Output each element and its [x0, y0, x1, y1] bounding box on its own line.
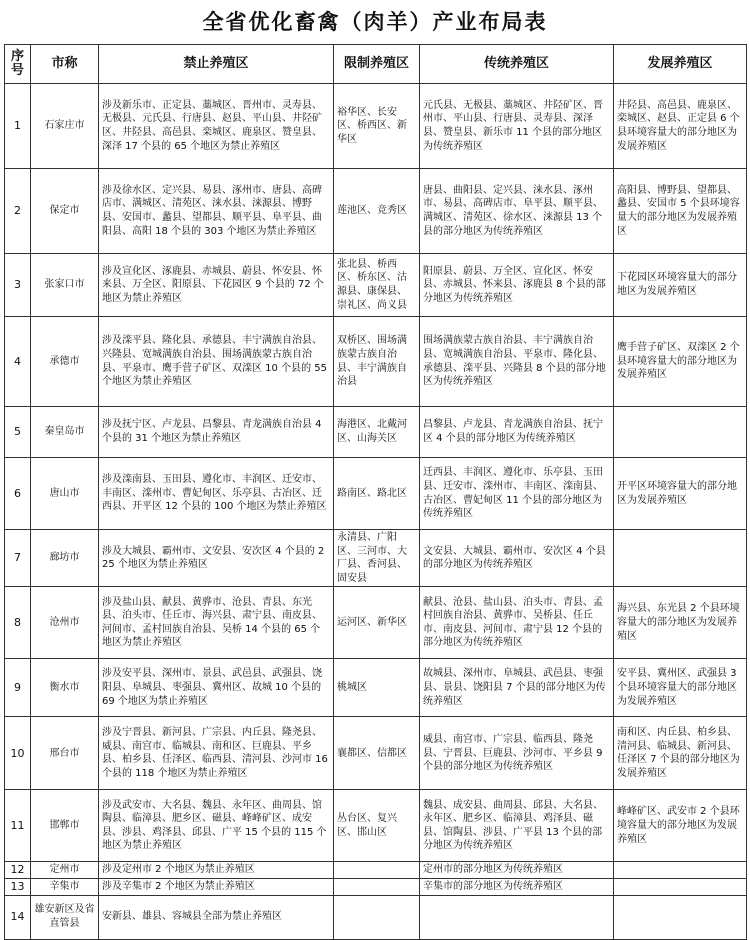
table-row: [5, 169, 747, 254]
row-restricted: 裕华区、长安区、桥西区、新华区: [334, 84, 420, 169]
row-no: 1: [5, 84, 31, 169]
row-development: [614, 407, 747, 458]
row-no: 9: [5, 659, 31, 717]
row-forbidden: 安新县、雄县、容城县全部为禁止养殖区: [99, 895, 334, 939]
row-forbidden: 涉及抚宁区、卢龙县、昌黎县、青龙满族自治县 4 个县的 31 个地区为禁止养殖区: [99, 407, 334, 458]
layout-table: [4, 44, 747, 940]
row-city: 石家庄市: [31, 84, 99, 169]
row-no: 3: [5, 254, 31, 317]
row-city: 邯郸市: [31, 790, 99, 862]
row-restricted: 运河区、新华区: [334, 587, 420, 659]
row-traditional: 阳原县、蔚县、万全区、宣化区、怀安县、赤城县、怀来县、涿鹿县 8 个县的部分地区为传统养殖区: [420, 254, 614, 317]
row-no: 14: [5, 895, 31, 939]
row-traditional: 唐县、曲阳县、定兴县、涞水县、涿州市、易县、高碑店市、阜平县、顺平县、满城区、清苑区、徐水区、涞源县 13 个县的部分地区为传统养殖区: [420, 169, 614, 254]
row-city: 雄安新区及省直管县: [31, 895, 99, 939]
row-restricted: 双桥区、围场满族蒙古族自治县、丰宁满族自治县: [334, 317, 420, 407]
row-no: 6: [5, 458, 31, 530]
row-traditional: 文安县、大城县、霸州市、安次区 4 个县的部分地区为传统养殖区: [420, 530, 614, 587]
row-traditional: 围场满族蒙古族自治县、丰宁满族自治县、宽城满族自治县、平泉市、隆化县、承德县、滦平县、兴隆县 8 个县的部分地区为传统养殖区: [420, 317, 614, 407]
table-row: [5, 862, 747, 879]
row-city: 衡水市: [31, 659, 99, 717]
row-no: 12: [5, 862, 31, 879]
header-development-zone: 发展养殖区: [614, 45, 747, 84]
row-restricted: 永清县、广阳区、三河市、大厂县、香河县、固安县: [334, 530, 420, 587]
row-development: [614, 895, 747, 939]
header-no: 序号: [5, 45, 31, 84]
row-restricted: [334, 862, 420, 879]
row-forbidden: 涉及定州市 2 个地区为禁止养殖区: [99, 862, 334, 879]
row-city: 廊坊市: [31, 530, 99, 587]
row-development: 海兴县、东光县 2 个县环境容量大的部分地区为发展养殖区: [614, 587, 747, 659]
row-forbidden: 涉及盐山县、献县、黄骅市、沧县、青县、东光县、泊头市、任丘市、海兴县、肃宁县、南皮县、河间市、孟村回族自治县、吴桥 14 个县的 65 个地区为禁止养殖区: [99, 587, 334, 659]
table-row: [5, 317, 747, 407]
table-row: [5, 878, 747, 895]
row-restricted: 路南区、路北区: [334, 458, 420, 530]
row-city: 邢台市: [31, 717, 99, 790]
header-restricted-zone: 限制养殖区: [334, 45, 420, 84]
row-forbidden: 涉及徐水区、定兴县、易县、涿州市、唐县、高碑店市、满城区、清苑区、涞水县、涞源县、博野县、安国市、蠡县、望都县、顺平县、阜平县、曲阳县、高阳 18 个县的 303 个地区为禁止养殖区: [99, 169, 334, 254]
row-traditional: 定州市的部分地区为传统养殖区: [420, 862, 614, 879]
row-city: 张家口市: [31, 254, 99, 317]
row-no: 13: [5, 878, 31, 895]
table-row: [5, 458, 747, 530]
row-city: 唐山市: [31, 458, 99, 530]
row-no: 8: [5, 587, 31, 659]
row-development: 安平县、冀州区、武强县 3 个县环境容量大的部分地区为发展养殖区: [614, 659, 747, 717]
row-no: 5: [5, 407, 31, 458]
row-restricted: 襄都区、信都区: [334, 717, 420, 790]
row-traditional: 故城县、深州市、阜城县、武邑县、枣强县、景县、饶阳县 7 个县的部分地区为传统养殖区: [420, 659, 614, 717]
row-no: 10: [5, 717, 31, 790]
row-city: 秦皇岛市: [31, 407, 99, 458]
row-city: 定州市: [31, 862, 99, 879]
page-title: 全省优化畜禽（肉羊）产业布局表: [202, 10, 548, 34]
row-development: 南和区、内丘县、柏乡县、清河县、临城县、新河县、任泽区 7 个县的部分地区为发展养殖区: [614, 717, 747, 790]
row-development: 下花园区环境容量大的部分地区为发展养殖区: [614, 254, 747, 317]
row-traditional: 辛集市的部分地区为传统养殖区: [420, 878, 614, 895]
row-city: 保定市: [31, 169, 99, 254]
row-development: 峰峰矿区、武安市 2 个县环境容量大的部分地区为发展养殖区: [614, 790, 747, 862]
row-no: 11: [5, 790, 31, 862]
row-city: 承德市: [31, 317, 99, 407]
row-restricted: [334, 878, 420, 895]
row-traditional: 迁西县、丰润区、遵化市、乐亭县、玉田县、迁安市、滦州市、丰南区、滦南县、古冶区、曹妃甸区 11 个县的部分地区为传统养殖区: [420, 458, 614, 530]
row-traditional: 元氏县、无极县、藁城区、井陉矿区、晋州市、平山县、行唐县、灵寿县、深泽县、赞皇县、新乐市 11 个县的部分地区为传统养殖区: [420, 84, 614, 169]
row-traditional: 献县、沧县、盐山县、泊头市、青县、孟村回族自治县、黄骅市、吴桥县、任丘市、南皮县、河间市、肃宁县 12 个县的部分地区为传统养殖区: [420, 587, 614, 659]
row-development: 高阳县、博野县、望都县、蠡县、安国市 5 个县环境容量大的部分地区为发展养殖区: [614, 169, 747, 254]
row-forbidden: 涉及宣化区、涿鹿县、赤城县、蔚县、怀安县、怀来县、万全区、阳原县、下花园区 9 个县的 72 个地区为禁止养殖区: [99, 254, 334, 317]
table-row: [5, 84, 747, 169]
row-development: [614, 862, 747, 879]
row-no: 2: [5, 169, 31, 254]
row-forbidden: 涉及滦南县、玉田县、遵化市、丰润区、迁安市、丰南区、滦州市、曹妃甸区、乐亭县、古冶区、迁西县、开平区 12 个县的 100 个地区为禁止养殖区: [99, 458, 334, 530]
row-forbidden: 涉及滦平县、隆化县、承德县、丰宁满族自治县、兴隆县、宽城满族自治县、围场满族蒙古族自治县、平泉市、鹰手营子矿区、双滦区 10 个县的 55 个地区为禁止养殖区: [99, 317, 334, 407]
table-row: [5, 790, 747, 862]
row-traditional: [420, 895, 614, 939]
header-city: 市称: [31, 45, 99, 84]
header-forbidden-zone: 禁止养殖区: [99, 45, 334, 84]
row-traditional: 魏县、成安县、曲周县、邱县、大名县、永年区、肥乡区、临漳县、鸡泽县、磁县、馆陶县、涉县、广平县 13 个县的部分地区为传统养殖区: [420, 790, 614, 862]
row-restricted: 桃城区: [334, 659, 420, 717]
row-development: 开平区环境容量大的部分地区为发展养殖区: [614, 458, 747, 530]
row-forbidden: 涉及新乐市、正定县、藁城区、晋州市、灵寿县、无极县、元氏县、行唐县、赵县、平山县、井陉矿区、井陉县、高邑县、栾城区、鹿泉区、赞皇县、深泽 17 个县的 65 个地区为禁止养殖区: [99, 84, 334, 169]
row-city: 辛集市: [31, 878, 99, 895]
row-forbidden: 涉及安平县、深州市、景县、武邑县、武强县、饶阳县、阜城县、枣强县、冀州区、故城 10 个县的 69 个地区为禁止养殖区: [99, 659, 334, 717]
row-forbidden: 涉及大城县、霸州市、文安县、安次区 4 个县的 225 个地区为禁止养殖区: [99, 530, 334, 587]
row-traditional: 威县、南宫市、广宗县、临西县、隆尧县、宁晋县、巨鹿县、沙河市、平乡县 9 个县的部分地区为传统养殖区: [420, 717, 614, 790]
row-forbidden: 涉及武安市、大名县、魏县、永年区、曲周县、馆陶县、临漳县、肥乡区、磁县、峰峰矿区、成安县、涉县、鸡泽县、邱县、广平 15 个县的 115 个地区为禁止养殖区: [99, 790, 334, 862]
row-forbidden: 涉及辛集市 2 个地区为禁止养殖区: [99, 878, 334, 895]
row-restricted: 张北县、桥西区、桥东区、沽源县、康保县、崇礼区、尚义县: [334, 254, 420, 317]
table-row: [5, 895, 747, 939]
header-traditional-zone: 传统养殖区: [420, 45, 614, 84]
table-row: [5, 587, 747, 659]
header-row: [5, 45, 747, 84]
row-no: 7: [5, 530, 31, 587]
row-forbidden: 涉及宁晋县、新河县、广宗县、内丘县、隆尧县、威县、南宫市、临城县、南和区、巨鹿县、平乡县、柏乡县、任泽区、临西县、清河县、沙河市 16 个县的 118 个地区为禁止养殖区: [99, 717, 334, 790]
row-development: [614, 530, 747, 587]
table-row: [5, 530, 747, 587]
table-row: [5, 659, 747, 717]
row-development: 鹰手营子矿区、双滦区 2 个县环境容量大的部分地区为发展养殖区: [614, 317, 747, 407]
row-restricted: [334, 895, 420, 939]
table-row: [5, 717, 747, 790]
row-restricted: 莲池区、竞秀区: [334, 169, 420, 254]
row-development: 井陉县、高邑县、鹿泉区、栾城区、赵县、正定县 6 个县环境容量大的部分地区为发展养殖区: [614, 84, 747, 169]
row-restricted: 海港区、北戴河区、山海关区: [334, 407, 420, 458]
row-traditional: 昌黎县、卢龙县、青龙满族自治县、抚宁区 4 个县的部分地区为传统养殖区: [420, 407, 614, 458]
row-restricted: 丛台区、复兴区、邯山区: [334, 790, 420, 862]
row-city: 沧州市: [31, 587, 99, 659]
table-row: [5, 254, 747, 317]
table-row: [5, 407, 747, 458]
row-no: 4: [5, 317, 31, 407]
row-development: [614, 878, 747, 895]
